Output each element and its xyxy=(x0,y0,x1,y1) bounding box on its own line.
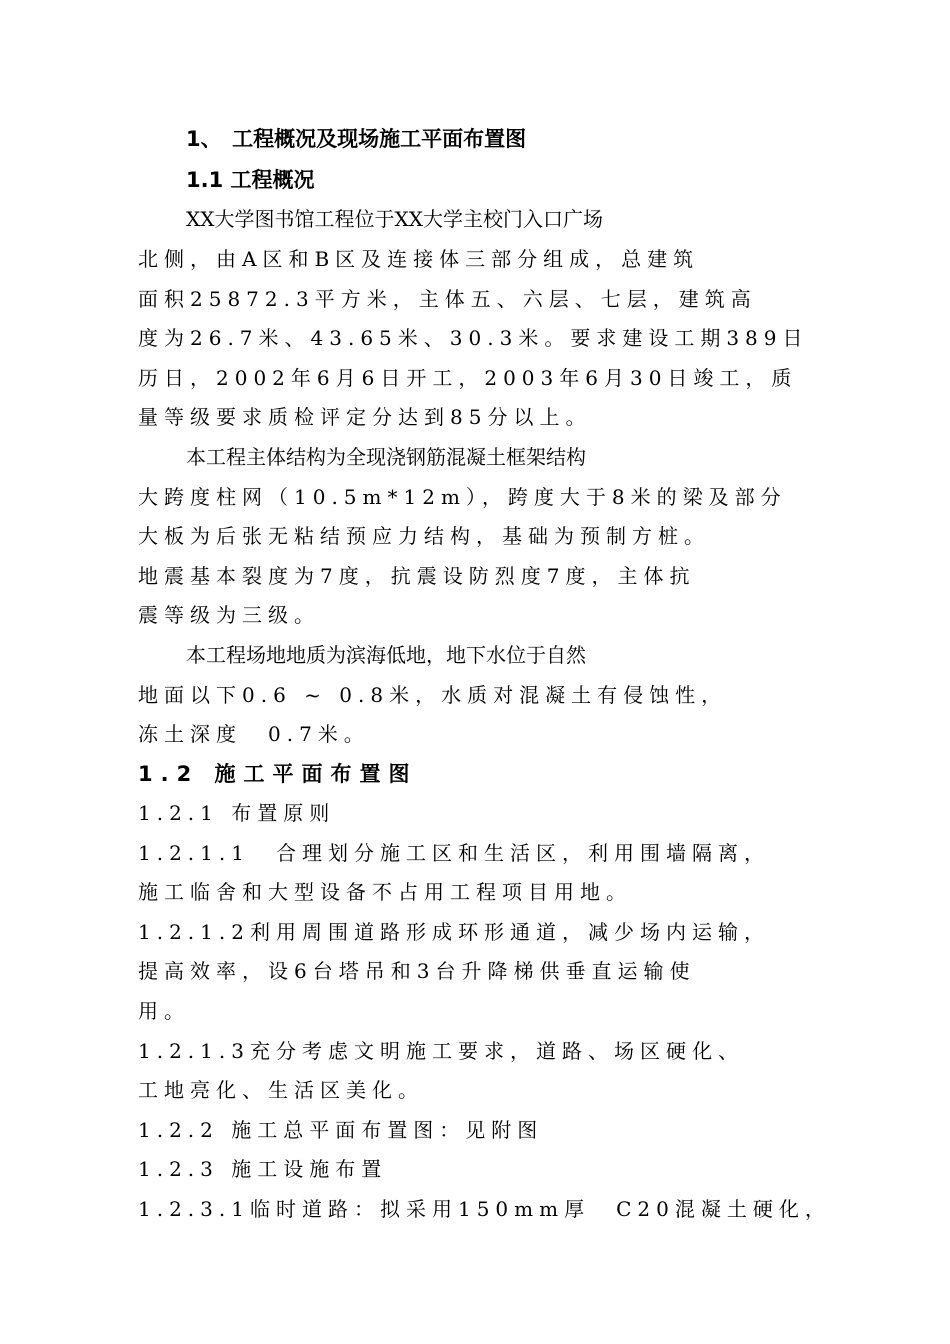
clause-line: 1.2.1.2利用周围道路形成环形通道，减少场内运输， xyxy=(138,920,770,944)
clause-line: 提高效率，设6台塔吊和3台升降梯供垂直运输使 xyxy=(138,959,696,983)
subsection-heading-1-1: 1.1 工程概况 xyxy=(186,168,315,192)
clause-heading: 1.2.2 施工总平面布置图：见附图 xyxy=(138,1118,544,1142)
paragraph-line: XX大学图书馆工程位于XX大学主校门入口广场 xyxy=(186,207,603,231)
paragraph-line: 震等级为三级。 xyxy=(138,603,320,627)
paragraph-line: 北侧，由A区和B区及连接体三部分组成，总建筑 xyxy=(138,247,700,271)
paragraph-line: 面积25872.3平方米，主体五、六层、七层，建筑高 xyxy=(138,287,757,311)
paragraph-line: 度为26.7米、43.65米、30.3米。要求建设工期389日 xyxy=(138,326,809,350)
paragraph-line: 地震基本裂度为7度，抗震设防烈度7度，主体抗 xyxy=(138,564,696,588)
subsection-heading-1-2: 1.2 施工平面布置图 xyxy=(138,762,418,786)
paragraph-line: 本工程主体结构为全现浇钢筋混凝土框架结构 xyxy=(186,445,586,469)
paragraph-line: 本工程场地地质为滨海低地，地下水位于自然 xyxy=(186,643,586,667)
clause-line: 用。 xyxy=(138,999,190,1023)
clause-line: 1.2.1.1 合理划分施工区和生活区，利用围墙隔离， xyxy=(138,841,770,865)
paragraph-line: 冻土深度 0.7米。 xyxy=(138,722,370,746)
paragraph-line: 地面以下0.6 ~ 0.8米，水质对混凝土有侵蚀性， xyxy=(138,683,728,707)
paragraph-line: 历日，2002年6月6日开工，2003年6月30日竣工，质 xyxy=(138,366,798,390)
clause-line: 工地亮化、生活区美化。 xyxy=(138,1078,424,1102)
clause-heading: 1.2.1 布置原则 xyxy=(138,801,336,825)
section-heading-1: 1、 工程概况及现场施工平面布置图 xyxy=(186,127,527,151)
paragraph-line: 大跨度柱网（10.5m*12m），跨度大于8米的梁及部分 xyxy=(138,485,787,509)
clause-heading: 1.2.3 施工设施布置 xyxy=(138,1157,388,1181)
clause-line: 1.2.1.3充分考虑文明施工要求，道路、场区硬化、 xyxy=(138,1039,744,1063)
paragraph-line: 大板为后张无粘结预应力结构，基础为预制方桩。 xyxy=(138,524,710,548)
clause-line: 施工临舍和大型设备不占用工程项目用地。 xyxy=(138,880,632,904)
clause-line: 1.2.3.1临时道路：拟采用150mm厚 C20混凝土硬化， xyxy=(138,1197,831,1221)
paragraph-line: 量等级要求质检评定分达到85分以上。 xyxy=(138,405,592,429)
